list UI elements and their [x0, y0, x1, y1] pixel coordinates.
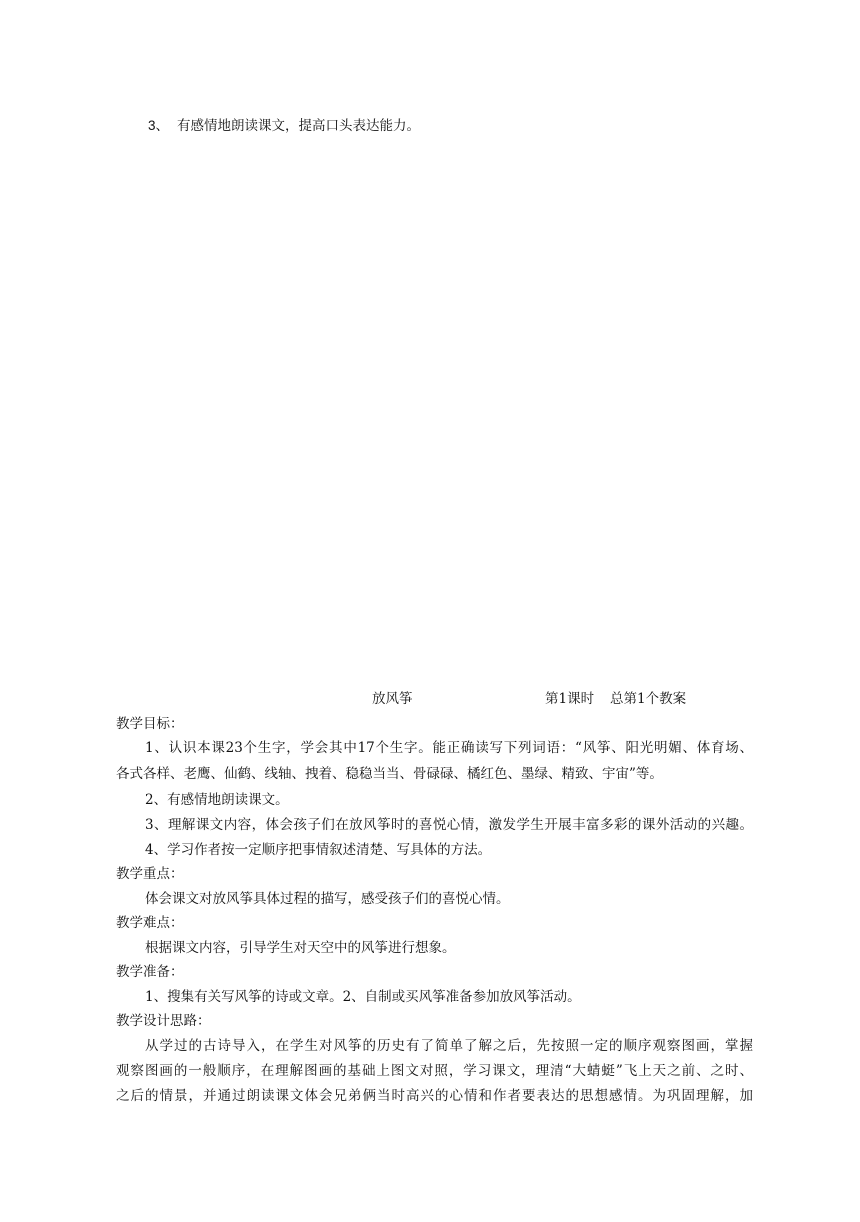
lesson-total: 总第1个教案	[610, 691, 687, 707]
design-heading: 教学设计思路：	[116, 1013, 211, 1029]
goals-heading: 教学目标：	[116, 716, 184, 732]
lesson-title: 放风筝	[372, 691, 413, 707]
goal-3: 3、理解课文内容，体会孩子们在放风筝时的喜悦心情，激发学生开展丰富多彩的课外活动的兴趣。	[145, 817, 753, 833]
design-line-2: 观察图画的一般顺序，在理解图画的基础上图文对照，学习课文，理清“大蜻蜓”飞上天之前、之时、	[116, 1063, 753, 1079]
list-item-number: 3、	[148, 118, 170, 133]
prep-text: 1、搜集有关写风筝的诗或文章。2、自制或买风筝准备参加放风筝活动。	[145, 989, 581, 1005]
goal-4: 4、学习作者按一定顺序把事情叙述清楚、写具体的方法。	[145, 842, 492, 858]
difficult-text: 根据课文内容，引导学生对天空中的风筝进行想象。	[145, 940, 456, 956]
key-heading: 教学重点：	[116, 866, 184, 882]
list-item-text: 有感情地朗读课文，提高口头表达能力。	[177, 118, 420, 134]
goal-1-line-1: 1、认识本课23个生字，学会其中17个生字。能正确读写下列词语：“风筝、阳光明媚、体育场、	[145, 740, 753, 756]
goal-2: 2、有感情地朗读课文。	[145, 792, 289, 808]
prep-heading: 教学准备：	[116, 964, 184, 980]
difficult-heading: 教学难点：	[116, 915, 184, 931]
design-line-3: 之后的情景，并通过朗读课文体会兄弟俩当时高兴的心情和作者要表达的思想感情。为巩固理解，加	[116, 1088, 753, 1104]
key-text: 体会课文对放风筝具体过程的描写，感受孩子们的喜悦心情。	[145, 891, 510, 907]
goal-1-line-2: 各式各样、老鹰、仙鹤、线轴、拽着、稳稳当当、骨碌碌、橘红色、墨绿、精致、宇宙”等。	[116, 766, 663, 782]
design-line-1: 从学过的古诗导入，在学生对风筝的历史有了简单了解之后，先按照一定的顺序观察图画，掌握	[145, 1038, 753, 1054]
lesson-period: 第1课时	[545, 691, 595, 707]
